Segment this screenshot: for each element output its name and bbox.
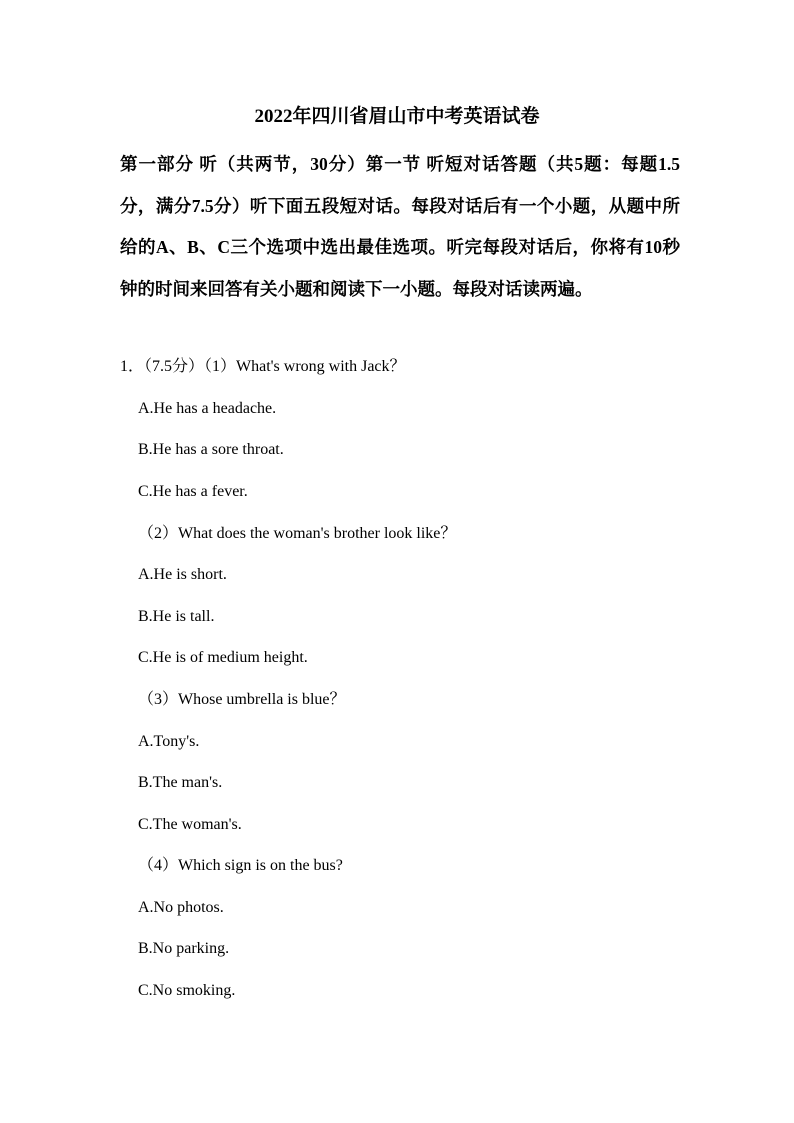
q1-option-a: A.He has a headache. xyxy=(138,400,277,417)
q2-option-c: C.He is of medium height. xyxy=(138,649,308,666)
section-instructions: 第一部分 听（共两节，30分）第一节 听短对话答题（共5题：每题1.5分，满分7.5分）听下面五段短对话。每段对话后有一个小题，从题中所给的A、B、C三个选项中选出最佳选项。听完每段对话后，你将有10秒钟的时间来回答有关小题和阅读下一小题。每段对话读两遍。 xyxy=(120,154,680,299)
q4-option-c: C.No smoking. xyxy=(138,982,236,999)
q3-option-a: A.Tony's. xyxy=(138,733,200,750)
q1-option-b: B.He has a sore throat. xyxy=(138,441,284,458)
q3-option-c: C.The woman's. xyxy=(138,816,242,833)
sub-question-2: （2）What does the woman's brother look like？ xyxy=(138,525,457,542)
q1-option-c: C.He has a fever. xyxy=(138,483,248,500)
q3-option-b: B.The man's. xyxy=(138,774,223,791)
q2-option-b: B.He is tall. xyxy=(138,608,215,625)
question-1-header: 1．（7.5分）（1）What's wrong with Jack？ xyxy=(120,358,406,375)
sub-question-3: （3）Whose umbrella is blue？ xyxy=(138,691,346,708)
exam-title: 2022年四川省眉山市中考英语试卷 xyxy=(254,106,540,127)
q2-option-a: A.He is short. xyxy=(138,566,227,583)
q4-option-b: B.No parking. xyxy=(138,940,230,957)
q4-option-a: A.No photos. xyxy=(138,899,224,916)
sub-question-4: （4）Which sign is on the bus? xyxy=(138,857,343,874)
